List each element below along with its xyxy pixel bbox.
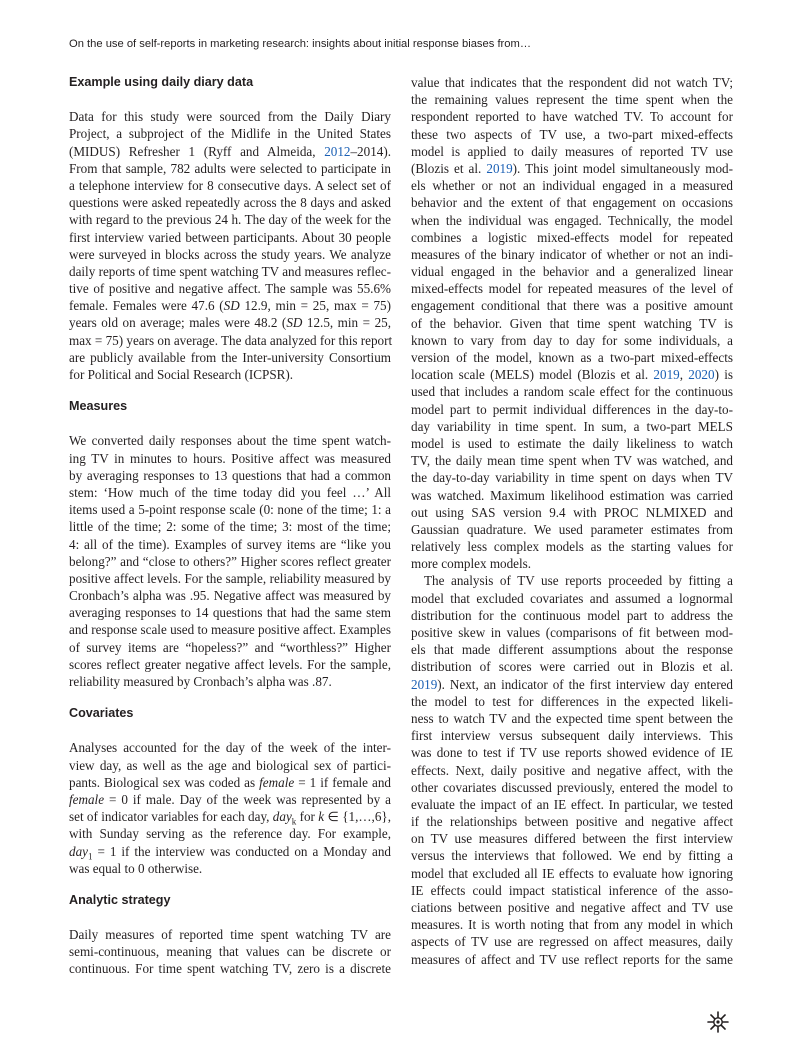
text-line: From that sample, 782 adults were selected to participate in [69,160,391,176]
text-line: with regard to the previous 24 h. The day of the week for the [69,212,391,228]
text-line: Project, a subproject of the Midlife in the United States [69,126,391,142]
text-line: ing TV in minutes to hours. Positive affect was measured [69,450,391,466]
paragraph-covariates [69,739,391,877]
text-line: was watched. Maximum likelihood estimation was carried [411,487,733,503]
text-line: items used a 5-point response scale (0: none of the time; 1: a [69,502,391,518]
text-line: 2019). Next, an indicator of the first interview day entered [411,676,733,692]
text-line: model that excluded all IE effects to evaluate how ignoring [411,865,733,881]
text-line: Analyses accounted for the day of the week of the inter- [69,740,391,756]
text-line: model that excluded covariates and assumed a lognormal [411,590,733,606]
text-line: ciations between positive and negative affect and TV use [411,900,733,915]
text-line: behavior and the extent of that engagement on occasions [411,195,733,211]
text-line: The analysis of TV use reports proceeded by fitting a [424,573,733,589]
text-line: questions were asked repeatedly across the 8 days and asked [69,195,391,211]
text-line: tive of positive and negative affect. The sample was 55.6% [69,281,391,297]
text-line: reliability measured by Cronbach’s alpha was .87. [69,674,332,689]
paragraph-analytic [69,926,391,978]
text-line: out using SAS version 9.4 with PROC NLMIXED and [411,504,733,520]
text-line: day variability in time spent. In sum, a two-part MELS [411,418,733,434]
text-line: scores reflect greater negative affect levels. For the sample, [69,656,391,672]
text-line: combines a logistic mixed-effects model for repeated [411,229,733,245]
text-line: averaging responses to 14 questions that had the same stem [69,605,391,621]
text-line: other covariates discussed previously, entered the model to [411,779,733,795]
text-line: Data for this study were sourced from the Daily Diary [69,109,391,125]
springer-horse-icon [706,1010,730,1034]
right-column [411,74,733,968]
citation-link[interactable]: 2019 [411,676,438,692]
citation-link[interactable]: 2019 [653,367,680,383]
running-header: On the use of self-reports in marketing research: insights about initial response biases from… [69,38,532,50]
text-line: positive affect levels. For the sample, reliability measured by [69,570,391,586]
text-line: by averaging responses to 13 questions that had a common [69,467,391,483]
text-line: first interview varied between participants. About 30 people [69,229,391,245]
text-line: female. Females were 47.6 (SD 12.9, min = 25, max = 75) [69,298,391,314]
text-line: continuous. For time spent watching TV, zero is a discrete [69,961,391,977]
text-line: evaluate the impact of an IE effect. In particular, we tested [411,796,733,812]
citation-link[interactable]: 2012 [324,143,351,159]
text-line: model part to permit individual differences in the day-to- [411,401,733,417]
text-line: vidual engaged in the behavior and a generalized linear [411,264,733,280]
text-line: Daily measures of reported time spent watching TV are [69,927,391,943]
text-line: We converted daily responses about the time spent watch- [69,433,391,449]
section-heading-measures: Measures [69,399,128,414]
paragraph-example [69,108,391,383]
text-line: semi-continuous, meaning that values can be discrete or [69,944,391,960]
text-line: location scale (MELS) model (Blozis et al. 2019, 2020) is [411,367,733,383]
text-line: value that indicates that the respondent did not watch TV; [411,75,733,90]
text-line: positive skew in values (comparisons of fit between mod- [411,625,733,640]
text-line: the remaining values represent the time spent when the [411,92,733,108]
text-line: belong?” and “close to others?” Higher scores reflect greater [69,553,391,569]
text-line: more complex models. [411,556,532,572]
text-line: for Political and Social Research (ICPSR). [69,367,294,382]
text-line: Cronbach’s alpha was .95. Negative affect was measured by [69,588,391,604]
text-line: version of the model, known as a two-part mixed-effects [411,350,733,365]
text-line: (Blozis et al. 2019). This joint model simultaneously mod- [411,160,733,176]
citation-link[interactable]: 2020 [688,367,715,383]
text-line: effects. Next, daily positive and negative affect, with the [411,762,733,778]
text-line: IE effects could impact statistical inference of the asso- [411,882,733,898]
text-line: els whether or not an individual engaged in a measured [411,178,733,194]
text-line: aspects of TV use are regressed on affect measures, daily [411,934,733,950]
text-line: measures of affect and TV use reflect reports for the same [411,951,733,967]
section-heading-covariates: Covariates [69,706,134,721]
text-line: female = 0 if male. Day of the week was represented by a [69,791,391,807]
text-line: versus the interviews that followed. We end by fitting a [411,848,733,864]
text-line: stem: ‘How much of the time today did you feel …’ All [69,484,391,500]
text-line: of the behavior. Given that time spent watching TV is [411,315,733,331]
section-heading-example: Example using daily diary data [69,75,254,89]
left-column [69,74,391,978]
text-line: with Sunday serving as the reference day. For example, [69,826,391,842]
text-line: was done to test if TV use reports showed evidence of IE [411,745,733,761]
text-line: was equal to 0 otherwise. [69,860,203,876]
text-line: model is used to estimate the daily likeliness to watch [411,435,733,451]
text-line: (MIDUS) Refresher 1 (Ryff and Almeida, 2012–2014). [69,143,391,159]
text-line: Gaussian quadrature. We used parameter estimates from [411,521,733,537]
text-line: 4: all of the time). Examples of survey items are “like you [69,536,391,552]
text-line: the model to test for differences in the expected likeli- [411,693,733,709]
text-line: view day, as well as the age and biological sex of partici- [69,757,391,773]
text-line: and response scale used to measure positive affect. Examples [69,622,391,638]
text-line: are publicly available from the Inter-university Consortium [69,349,391,365]
text-line: model is applied to daily measures of reported TV use [411,143,733,159]
text-line: engagement conditional that there was a positive amount [411,298,733,314]
text-line: measures. It is worth noting that from any model in which [411,917,733,933]
text-line: if the relationships between positive and negative affect [411,814,733,830]
text-line: mixed-effects model for repeated measures of the level of [411,281,733,297]
text-line: little of the time; 2: some of the time; 3: most of the time; [69,519,391,535]
text-line: a telephone interview for 8 consecutive days. A select set of [69,177,391,193]
text-line: on TV use measures differed between the first interview [411,831,733,847]
text-line: the day-to-day variability in time spent on days when TV [411,470,733,486]
paragraph-model [411,74,733,572]
text-line: of survey items are “hopeless?” and “worthless?” Higher [69,639,391,655]
text-line: when the individual was engaged. Technically, the model [411,212,733,228]
text-line: years old on average; males were 48.2 (SD 12.5, min = 25, [69,315,391,331]
text-line: els that made different assumptions about the response [411,642,733,658]
text-line: daily reports of time spent watching TV and measures reflec- [69,263,391,279]
paragraph-measures [69,432,391,690]
text-line: ness to watch TV and the expected time spent between the [411,710,733,726]
text-line: these two aspects of TV use, a two-part mixed-effects [411,126,733,142]
text-line: pants. Biological sex was coded as female = 1 if female and [69,774,391,790]
text-line: used that includes a random scale effect for the continuous [411,384,733,400]
paragraph-analysis [411,572,733,967]
text-line: distribution of scores were carried out in Blozis et al. [411,659,733,675]
text-line: set of indicator variables for each day, day$_k$ for k ∈ {1,…,6}, [69,809,391,827]
text-line: distribution for the continuous model part to address the [411,607,733,623]
section-heading-analytic: Analytic strategy [69,892,171,907]
text-line: respondent reported to have watched TV. To account for [411,109,733,125]
text-line: known to vary from day to day for some individuals, a [411,332,733,348]
text-line: were surveyed in blocks across the study years. We analyze [69,246,391,262]
citation-link[interactable]: 2019 [486,160,513,176]
text-line: measures of the binary indicator of whether or not an indi- [411,246,733,262]
text-line: relatively less complex models as the starting values for [411,539,733,555]
text-line: first interview versus subsequent daily interviews. This [411,728,733,744]
text-line: TV, the daily mean time spent when TV was watched, and [411,453,733,469]
text-line: day$_1$ = 1 if the interview was conducted on a Monday and [69,843,391,862]
text-line: max = 75) years on average. The data analyzed for this report [69,332,393,348]
